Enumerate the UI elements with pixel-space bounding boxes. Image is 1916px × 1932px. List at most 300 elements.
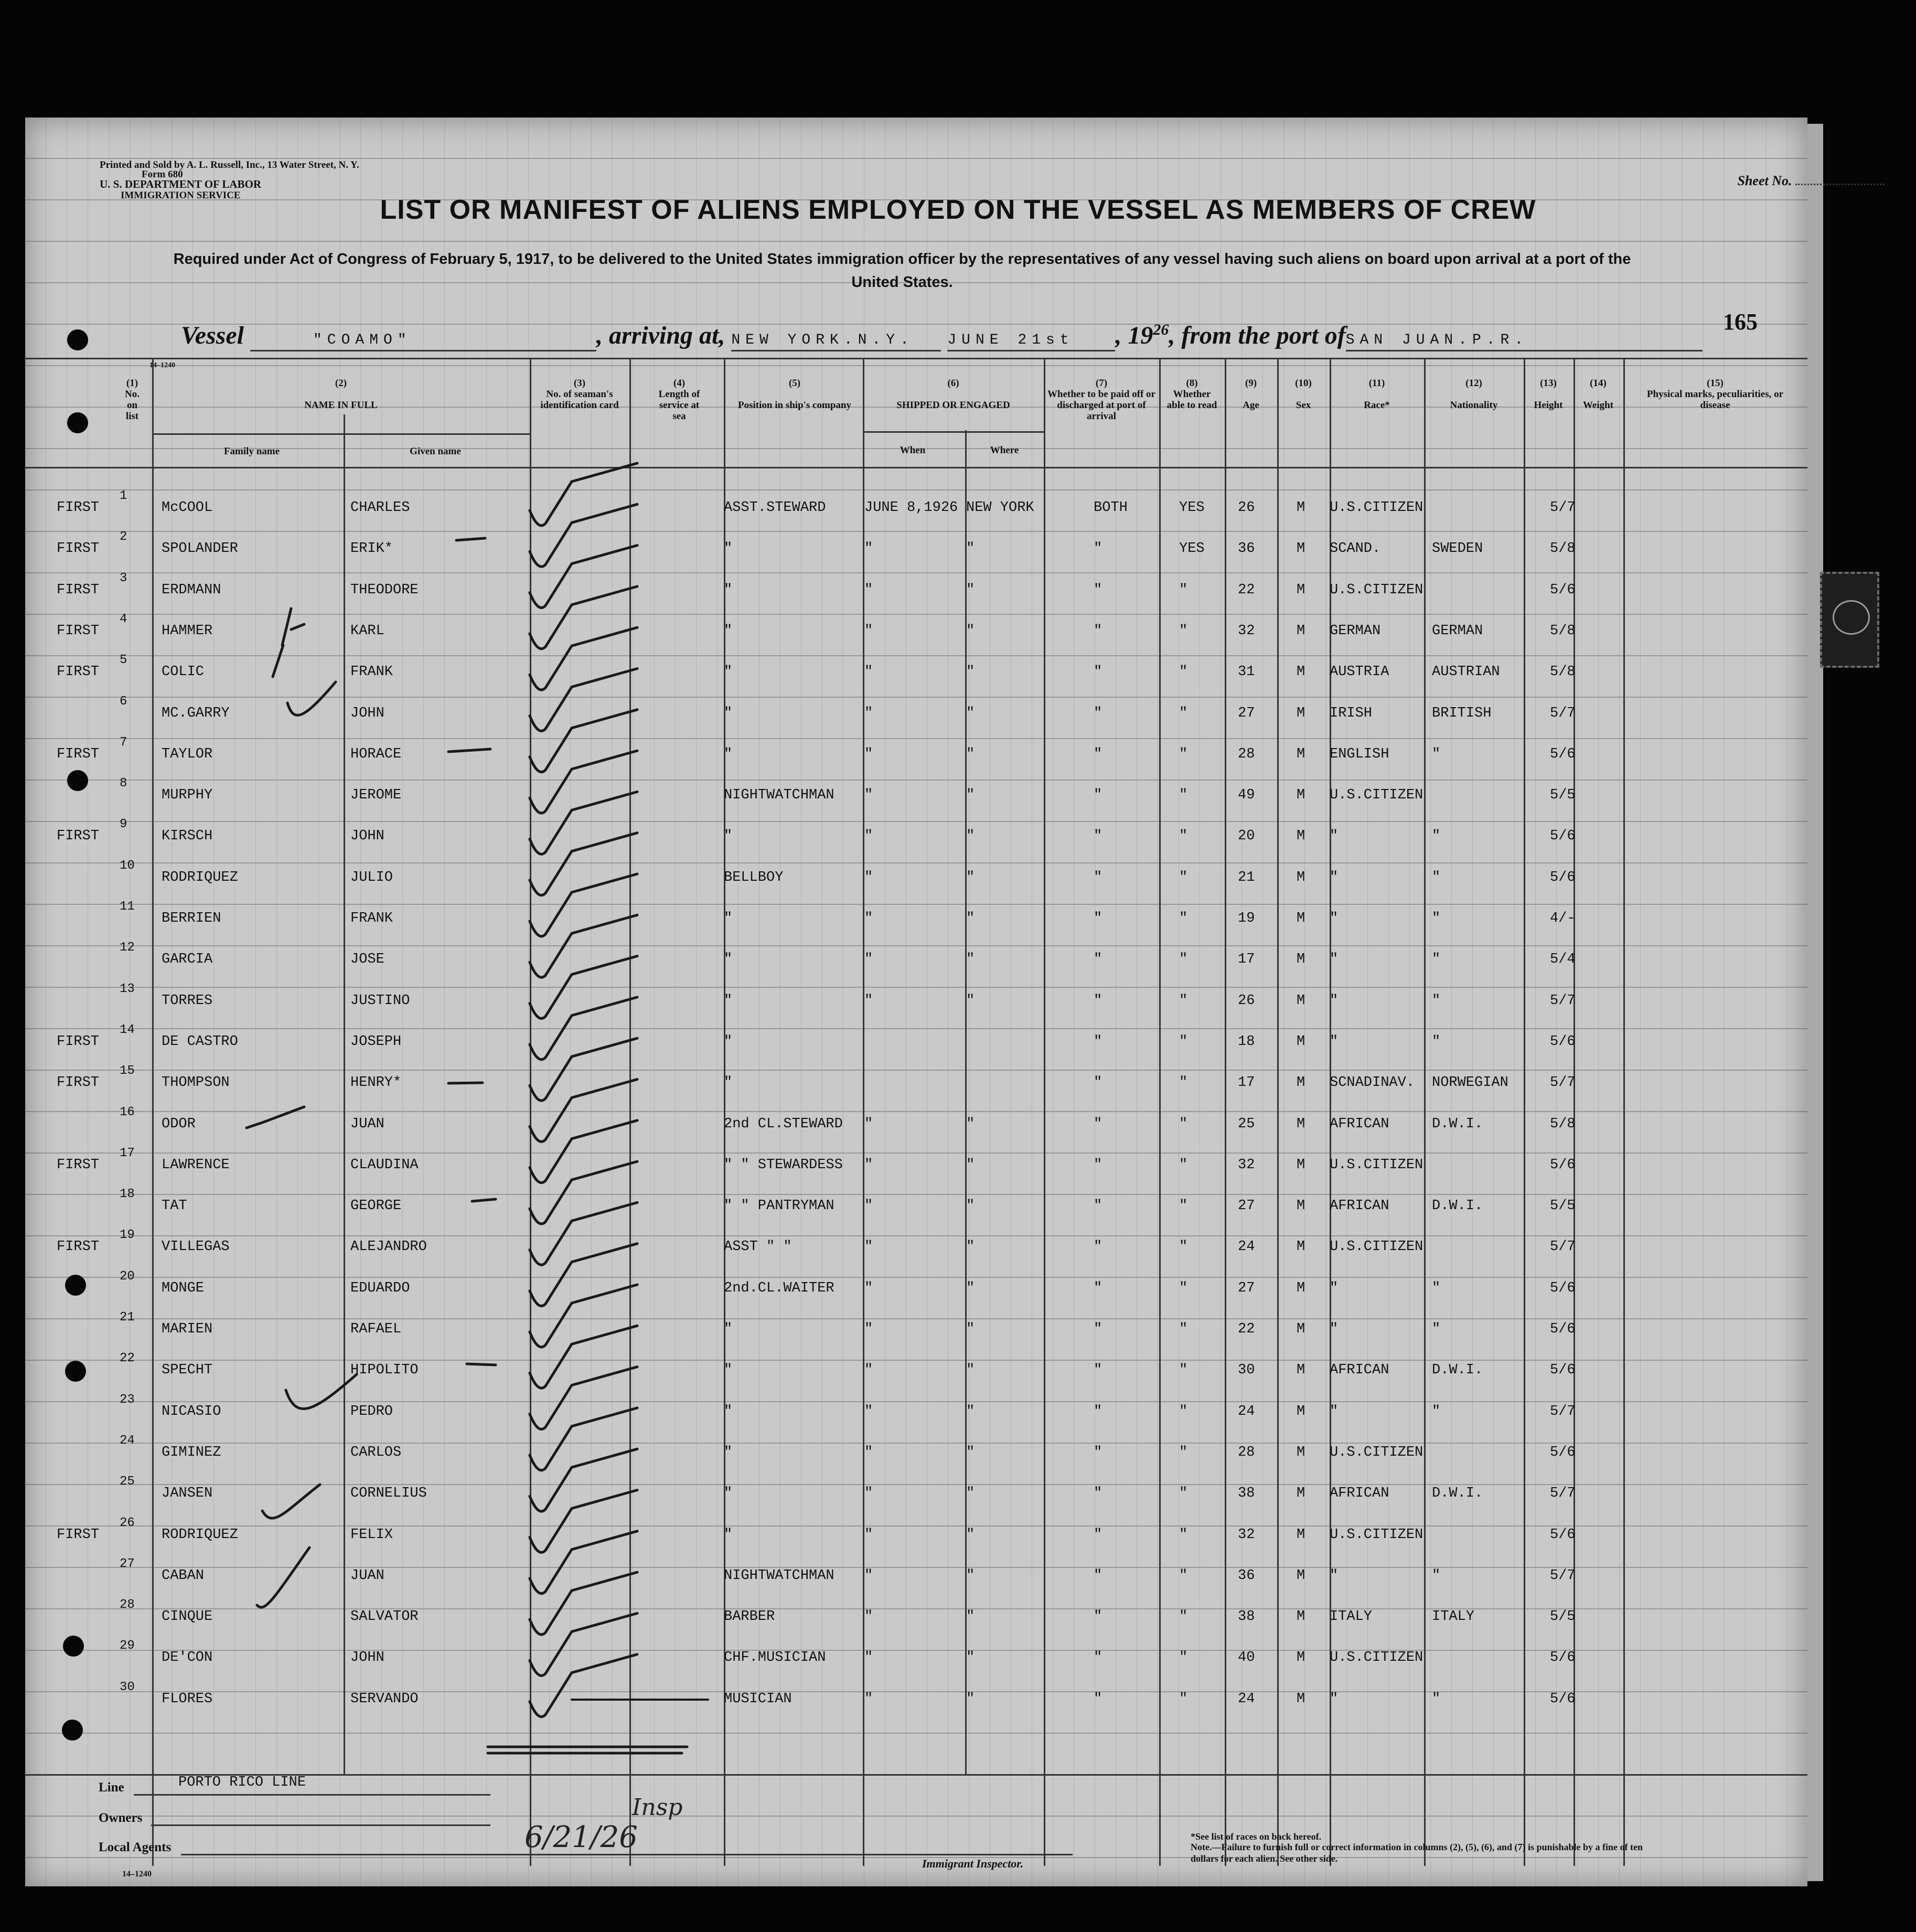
paid-off: " (1094, 1075, 1102, 1091)
age: 22 (1238, 582, 1255, 598)
able-to-read: " (1179, 1075, 1188, 1091)
height: 5/6 (1550, 1691, 1576, 1707)
nationality: " (1432, 746, 1441, 762)
height: 5/7 (1550, 992, 1576, 1009)
able-to-read: " (1179, 1650, 1188, 1666)
position: " (724, 911, 733, 926)
shipped-when: " (864, 1609, 873, 1625)
paid-off: " (1094, 705, 1102, 721)
race: " (1330, 1567, 1339, 1584)
shipped-when: " (864, 746, 873, 762)
nationality: D.W.I. (1432, 1486, 1483, 1502)
row-mark: FIRST (57, 582, 100, 598)
able-to-read: " (1179, 992, 1188, 1009)
row-number: 20 (120, 1269, 135, 1284)
shipped-when: " (864, 1444, 873, 1460)
family-name: JANSEN (162, 1486, 213, 1502)
able-to-read: " (1179, 1157, 1188, 1173)
check-mark (530, 1572, 637, 1635)
given-name: JOHN (350, 828, 384, 845)
age: 21 (1238, 869, 1255, 885)
row-number: 5 (120, 653, 127, 668)
race: " (1330, 1280, 1339, 1296)
line-value: PORTO RICO LINE (178, 1775, 306, 1790)
shipped-when: " (864, 869, 873, 885)
shipped-when: " (864, 664, 873, 680)
age: 38 (1238, 1609, 1255, 1625)
shipped-when: " (864, 1486, 873, 1502)
shipped-when: " (864, 1567, 873, 1584)
race: U.S.CITIZEN (1330, 500, 1423, 516)
sheet-number-field: Sheet No. (1738, 173, 1885, 189)
shipped-where: " (966, 541, 975, 557)
sex: M (1297, 500, 1305, 516)
check-mark (530, 586, 637, 649)
given-name: ALEJANDRO (350, 1239, 427, 1255)
race: ENGLISH (1330, 746, 1389, 762)
shipped-where: " (966, 1116, 975, 1132)
departure-port: SAN JUAN.P.R. (1345, 332, 1529, 348)
row-number: 1 (120, 489, 127, 503)
check-mark (530, 1202, 637, 1265)
race: " (1330, 828, 1339, 845)
shipped-where: " (966, 1403, 975, 1419)
sex: M (1297, 787, 1305, 804)
able-to-read: " (1179, 828, 1188, 845)
sex: M (1297, 1239, 1305, 1255)
race: SCAND. (1330, 541, 1381, 557)
col-12-header: (12) Nationality (1450, 378, 1498, 411)
row-mark: FIRST (57, 1527, 100, 1543)
check-mark (530, 1655, 637, 1717)
height: 5/6 (1550, 1280, 1576, 1296)
row-number: 19 (120, 1228, 135, 1243)
family-name: MARIEN (162, 1321, 213, 1337)
paid-off: " (1094, 1280, 1102, 1296)
form-subtitle: Required under Act of Congress of February 5, 1917, to be delivered to the United States immigration officer by the representatives of any vessel having such aliens on board upon arrival at a port of the United States. (173, 251, 1631, 291)
check-mark (530, 1449, 637, 1511)
check-mark (530, 669, 637, 731)
nationality: SWEDEN (1432, 541, 1483, 557)
age: 26 (1238, 500, 1255, 516)
form-code-top: 14–1240 (149, 361, 175, 369)
handwritten-date: 6/21/26 (525, 1820, 638, 1854)
service: IMMIGRATION SERVICE (121, 190, 241, 201)
row-number: 21 (120, 1310, 135, 1325)
family-name: KIRSCH (162, 828, 213, 845)
shipped-when: " (864, 1403, 873, 1419)
height: 5/8 (1550, 664, 1576, 680)
nationality: " (1432, 952, 1441, 968)
age: 20 (1238, 828, 1255, 845)
given-name: JUAN (350, 1116, 384, 1132)
check-mark (530, 504, 637, 567)
age: 38 (1238, 1486, 1255, 1502)
height: 5/8 (1550, 1116, 1576, 1132)
position: " (724, 1403, 733, 1419)
shipped-when: " (864, 1650, 873, 1666)
family-name: McCOOL (162, 500, 213, 516)
paid-off: " (1094, 1403, 1102, 1419)
nationality: D.W.I. (1432, 1116, 1483, 1132)
position: " (724, 582, 733, 598)
sex: M (1297, 1075, 1305, 1091)
row-number: 23 (120, 1392, 135, 1407)
paid-off: " (1094, 1486, 1102, 1502)
able-to-read: " (1179, 1486, 1188, 1502)
position: ASST.STEWARD (724, 500, 826, 516)
given-name: FRANK (350, 664, 393, 680)
row-number: 18 (120, 1187, 135, 1202)
race: GERMAN (1330, 623, 1381, 639)
col-13-header: (13) Height (1534, 378, 1563, 411)
paid-off: " (1094, 787, 1102, 804)
col-4-header: (4) Length of service at sea (658, 378, 700, 422)
given-name: JULIO (350, 869, 393, 885)
sex: M (1297, 1198, 1305, 1214)
paid-off: " (1094, 1157, 1102, 1173)
row-number: 29 (120, 1639, 135, 1653)
given-name: THEODORE (350, 582, 419, 598)
row-mark: FIRST (57, 623, 100, 639)
able-to-read: " (1179, 1444, 1188, 1460)
family-name: HAMMER (162, 623, 213, 639)
check-mark (530, 956, 637, 1019)
arrival-port: NEW YORK.N.Y. (731, 332, 914, 348)
height: 5/6 (1550, 1033, 1576, 1050)
paid-off: " (1094, 1527, 1102, 1543)
col-3-header: (3) No. of seaman's identification card (540, 378, 619, 411)
able-to-read: " (1179, 1609, 1188, 1625)
height: 5/6 (1550, 746, 1576, 762)
nationality: AUSTRIAN (1432, 664, 1500, 680)
paid-off: " (1094, 952, 1102, 968)
row-number: 30 (120, 1680, 135, 1694)
paid-off: " (1094, 1691, 1102, 1707)
able-to-read: " (1179, 952, 1188, 968)
paid-off: " (1094, 1321, 1102, 1337)
paid-off: " (1094, 911, 1102, 926)
shipped-where: " (966, 1444, 975, 1460)
shipped-when: " (864, 828, 873, 845)
sex: M (1297, 828, 1305, 845)
given-name: CLAUDINA (350, 1157, 419, 1173)
sex: M (1297, 869, 1305, 885)
sex: M (1297, 1157, 1305, 1173)
department: U. S. DEPARTMENT OF LABOR (100, 178, 262, 190)
position: " (724, 992, 733, 1009)
age: 27 (1238, 1280, 1255, 1296)
given-name: PEDRO (350, 1403, 393, 1419)
sex: M (1297, 746, 1305, 762)
height: 5/7 (1550, 1403, 1576, 1419)
sex: M (1297, 1691, 1305, 1707)
where-header: Where (990, 445, 1019, 456)
arrival-year: 26 (1153, 321, 1169, 338)
height: 5/6 (1550, 1650, 1576, 1666)
race: " (1330, 1403, 1339, 1419)
able-to-read: " (1179, 1239, 1188, 1255)
paid-off: " (1094, 1239, 1102, 1255)
able-to-read: " (1179, 1362, 1188, 1379)
agents-label: Local Agents (99, 1840, 172, 1854)
age: 40 (1238, 1650, 1255, 1666)
handwritten-inspector: Insp (632, 1794, 683, 1821)
race: " (1330, 1033, 1339, 1050)
race: " (1330, 1321, 1339, 1337)
check-mark (530, 1080, 637, 1142)
given-name: ERIK* (350, 541, 393, 557)
shipped-where: " (966, 952, 975, 968)
height: 5/6 (1550, 1157, 1576, 1173)
age: 25 (1238, 1116, 1255, 1132)
race: ITALY (1330, 1609, 1373, 1625)
position: MUSICIAN (724, 1691, 792, 1707)
row-number: 28 (120, 1598, 135, 1613)
sex: M (1297, 623, 1305, 639)
shipped-when: " (864, 1157, 873, 1173)
form-number: Form 680 (142, 169, 183, 180)
shipped-where: " (966, 705, 975, 721)
check-mark (530, 792, 637, 854)
age: 27 (1238, 1198, 1255, 1214)
row-number: 26 (120, 1515, 135, 1530)
able-to-read: " (1179, 787, 1188, 804)
check-mark (530, 1285, 637, 1347)
shipped-where: " (966, 1280, 975, 1296)
race: U.S.CITIZEN (1330, 1157, 1423, 1173)
given-name: GEORGE (350, 1198, 402, 1214)
check-mark (530, 1408, 637, 1470)
age: 49 (1238, 787, 1255, 804)
race: U.S.CITIZEN (1330, 1444, 1423, 1460)
age: 32 (1238, 623, 1255, 639)
paid-off: " (1094, 1116, 1102, 1132)
given-name: JOHN (350, 705, 384, 721)
height: 5/7 (1550, 705, 1576, 721)
height: 5/6 (1550, 1527, 1576, 1543)
row-number: 2 (120, 530, 127, 545)
row-number: 16 (120, 1105, 135, 1119)
row-number: 12 (120, 941, 135, 955)
family-name: DE'CON (162, 1650, 213, 1666)
able-to-read: " (1179, 1033, 1188, 1050)
shipped-where: " (966, 1650, 975, 1666)
height: 5/7 (1550, 1486, 1576, 1502)
col-10-header: (10) Sex (1295, 378, 1312, 411)
row-number: 10 (120, 858, 135, 873)
row-number: 17 (120, 1146, 135, 1160)
row-mark: FIRST (57, 500, 100, 516)
age: 22 (1238, 1321, 1255, 1337)
sex: M (1297, 1609, 1305, 1625)
given-name: JUSTINO (350, 992, 410, 1009)
able-to-read: YES (1179, 541, 1205, 557)
height: 5/5 (1550, 1609, 1576, 1625)
check-mark (530, 1161, 637, 1224)
row-number: 11 (120, 900, 135, 914)
shipped-when: " (864, 952, 873, 968)
able-to-read: " (1179, 911, 1188, 926)
able-to-read: " (1179, 705, 1188, 721)
check-mark (530, 997, 637, 1060)
paid-off: " (1094, 1033, 1102, 1050)
nationality: " (1432, 1033, 1441, 1050)
family-name: MONGE (162, 1280, 205, 1296)
able-to-read: " (1179, 1691, 1188, 1707)
able-to-read: " (1179, 582, 1188, 598)
sex: M (1297, 1444, 1305, 1460)
family-name: GIMINEZ (162, 1444, 221, 1460)
position: " " STEWARDESS (724, 1157, 843, 1173)
owners-label: Owners (99, 1811, 143, 1825)
height: 5/6 (1550, 1362, 1576, 1379)
age: 26 (1238, 992, 1255, 1009)
paid-off: " (1094, 828, 1102, 845)
height: 5/6 (1550, 1444, 1576, 1460)
able-to-read: " (1179, 623, 1188, 639)
paid-off: " (1094, 1362, 1102, 1379)
shipped-when: " (864, 992, 873, 1009)
position: " (724, 1075, 733, 1091)
age: 32 (1238, 1157, 1255, 1173)
family-name: SPOLANDER (162, 541, 238, 557)
race: U.S.CITIZEN (1330, 1239, 1423, 1255)
row-number: 13 (120, 981, 135, 996)
position: " (724, 828, 733, 845)
height: 5/5 (1550, 1198, 1576, 1214)
family-name: MC.GARRY (162, 705, 230, 721)
row-mark: FIRST (57, 1075, 100, 1091)
shipped-where: " (966, 1691, 975, 1707)
race: " (1330, 952, 1339, 968)
sex: M (1297, 911, 1305, 926)
col-15-header: (15) Physical marks, peculiarities, or disease (1646, 378, 1784, 411)
shipped-when: " (864, 541, 873, 557)
height: 5/7 (1550, 1075, 1576, 1091)
race: AFRICAN (1330, 1116, 1389, 1132)
page-number: 165 (1723, 309, 1758, 335)
height: 5/7 (1550, 1239, 1576, 1255)
given-name: RAFAEL (350, 1321, 402, 1337)
race: " (1330, 911, 1339, 926)
age: 17 (1238, 952, 1255, 968)
family-name: LAWRENCE (162, 1157, 230, 1173)
race: U.S.CITIZEN (1330, 582, 1423, 598)
sex: M (1297, 952, 1305, 968)
able-to-read: " (1179, 1116, 1188, 1132)
position: CHF.MUSICIAN (724, 1650, 826, 1666)
given-name: HIPOLITO (350, 1362, 419, 1379)
position: " (724, 623, 733, 639)
family-name: BERRIEN (162, 911, 221, 926)
paid-off: BOTH (1094, 500, 1128, 516)
shipped-when: " (864, 1691, 873, 1707)
family-name: NICASIO (162, 1403, 221, 1419)
age: 17 (1238, 1075, 1255, 1091)
col-11-header: (11) Race* (1364, 378, 1390, 411)
family-name: GARCIA (162, 952, 213, 968)
check-mark (530, 710, 637, 772)
position: " (724, 705, 733, 721)
position: " (724, 1444, 733, 1460)
shipped-where: " (966, 869, 975, 885)
given-name: CORNELIUS (350, 1486, 427, 1502)
shipped-when: " (864, 1280, 873, 1296)
given-name: HORACE (350, 746, 402, 762)
shipped-when: " (864, 623, 873, 639)
sex: M (1297, 992, 1305, 1009)
paid-off: " (1094, 746, 1102, 762)
race: AFRICAN (1330, 1362, 1389, 1379)
row-mark: FIRST (57, 664, 100, 680)
paid-off: " (1094, 582, 1102, 598)
paid-off: " (1094, 1650, 1102, 1666)
paid-off: " (1094, 1198, 1102, 1214)
given-name: EDUARDO (350, 1280, 410, 1296)
nationality: BRITISH (1432, 705, 1492, 721)
family-name: TAT (162, 1198, 187, 1214)
position: 2nd.CL.WAITER (724, 1280, 834, 1296)
age: 24 (1238, 1691, 1255, 1707)
row-mark: FIRST (57, 1239, 100, 1255)
family-name: RODRIQUEZ (162, 1527, 238, 1543)
check-mark (530, 1531, 637, 1594)
row-number: 25 (120, 1475, 135, 1489)
sex: M (1297, 1321, 1305, 1337)
age: 36 (1238, 1567, 1255, 1584)
age: 32 (1238, 1527, 1255, 1543)
check-mark (530, 751, 637, 813)
position: " (724, 541, 733, 557)
position: BELLBOY (724, 869, 784, 885)
position: " (724, 1362, 733, 1379)
shipped-when: " (864, 582, 873, 598)
position: " (724, 1033, 733, 1050)
row-mark: FIRST (57, 1033, 100, 1050)
printer-line: Printed and Sold by A. L. Russell, Inc., 13 Water Street, N. Y. (100, 159, 359, 170)
check-mark (530, 546, 637, 608)
col-8-header: (8) Whether able to read (1166, 378, 1217, 411)
line-label: Line (99, 1780, 124, 1795)
fine-note: Note.—Failure to furnish full or correct information in columns (2), (5), (6), and (7) is punishable by a fine of ten dollars for each alien. See other side. (1191, 1842, 1643, 1864)
race: AFRICAN (1330, 1486, 1389, 1502)
shipped-where: " (966, 1321, 975, 1337)
check-mark (530, 1613, 637, 1675)
row-number: 14 (120, 1022, 135, 1037)
position: " (724, 664, 733, 680)
position: " (724, 1486, 733, 1502)
position: NIGHTWATCHMAN (724, 1567, 834, 1584)
row-mark: FIRST (57, 828, 100, 845)
col-9-header: (9) Age (1243, 378, 1259, 411)
family-name: DE CASTRO (162, 1033, 238, 1050)
sex: M (1297, 582, 1305, 598)
race: AFRICAN (1330, 1198, 1389, 1214)
col-6-header: (6) SHIPPED OR ENGAGED (896, 378, 1010, 411)
row-mark: FIRST (57, 541, 100, 557)
row-number: 15 (120, 1064, 135, 1079)
family-name: FLORES (162, 1691, 213, 1707)
able-to-read: " (1179, 1198, 1188, 1214)
shipped-when: " (864, 1321, 873, 1337)
nationality: " (1432, 828, 1441, 845)
check-mark (530, 1120, 637, 1183)
shipped-where: " (966, 828, 975, 845)
height: 5/7 (1550, 500, 1576, 516)
nationality: " (1432, 1280, 1441, 1296)
paid-off: " (1094, 1609, 1102, 1625)
